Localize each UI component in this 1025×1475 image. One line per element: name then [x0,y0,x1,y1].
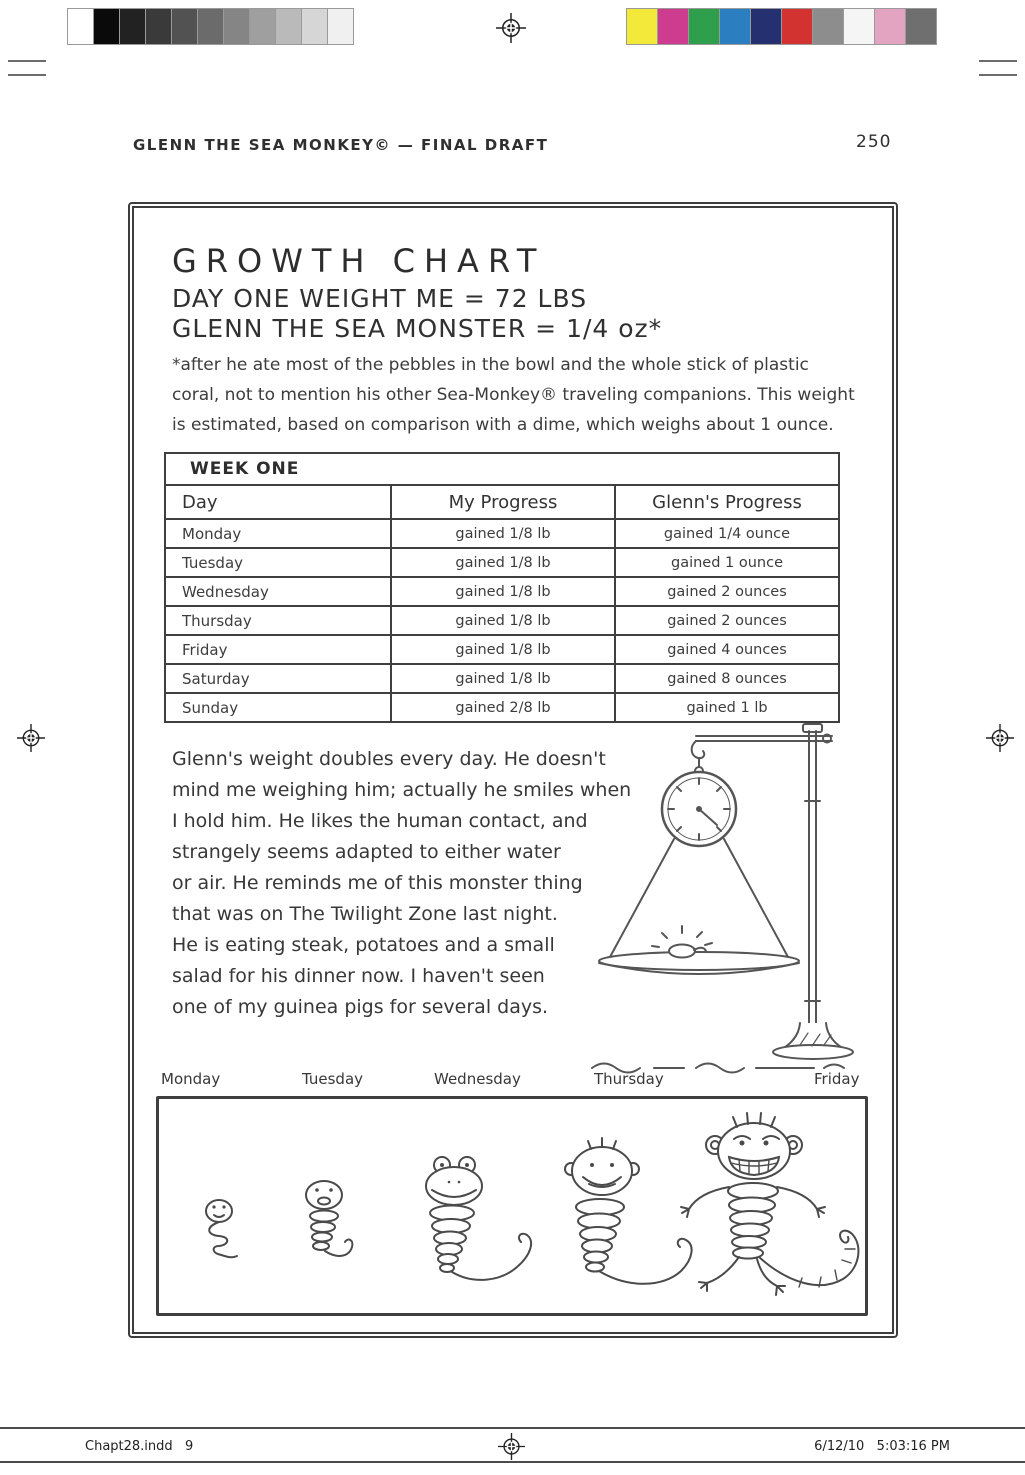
print-swatch [223,8,250,45]
journal-line: strangely seems adapted to either water [172,841,561,863]
print-swatch [327,8,354,45]
print-swatch [171,8,198,45]
cell-glenn-progress: gained 8 ounces [615,664,839,693]
chart-footnote [172,350,872,440]
cell-glenn-progress: gained 1/4 ounce [615,519,839,548]
footer-timestamp: 6/12/10 5:03:16 PM [814,1439,950,1454]
table-row [165,664,839,693]
day-label-wednesday: Wednesday [434,1070,521,1088]
page-number: 250 [856,132,892,152]
journal-line: mind me weighing him; actually he smiles when [172,779,632,801]
sea-monkey-day4 [565,1138,692,1284]
cell-my-progress: gained 1/8 lb [391,577,615,606]
print-swatch [905,8,937,45]
journal-line: or air. He reminds me of this monster thing [172,872,583,894]
cell-my-progress: gained 1/8 lb [391,664,615,693]
growth-chart-panel [128,202,898,1338]
print-swatch [688,8,720,45]
footnote-line: *after he ate most of the pebbles in the bowl and the whole stick of plastic [172,355,809,375]
journal-line: one of my guinea pigs for several days. [172,996,549,1018]
print-swatch [145,8,172,45]
grayscale-calibration-bar [68,8,354,45]
cell-day: Friday [165,635,391,664]
registration-mark-bottom [498,1433,525,1460]
cell-day: Sunday [165,693,391,722]
cell-glenn-progress: gained 2 ounces [615,606,839,635]
print-swatch [812,8,844,45]
print-swatch [67,8,94,45]
cell-glenn-progress: gained 1 ounce [615,548,839,577]
chart-subtitle-glenn: GLENN THE SEA MONSTER = 1/4 oz* [172,314,663,343]
table-row [165,548,839,577]
chart-subtitle-day-one: DAY ONE WEIGHT ME = 72 LBS [172,284,588,313]
table-row [165,606,839,635]
table-row [165,519,839,548]
cell-day: Monday [165,519,391,548]
print-swatch [93,8,120,45]
cell-day: Wednesday [165,577,391,606]
print-swatch [657,8,689,45]
trim-mark [979,74,1017,76]
footnote-line: coral, not to mention his other Sea-Monkey® traveling companions. This weight [172,385,855,405]
sea-monkey-day2 [306,1181,352,1256]
day-label-monday: Monday [161,1070,221,1088]
cell-glenn-progress: gained 1 lb [615,693,839,722]
registration-mark-left [17,724,45,752]
column-header-day: Day [165,485,391,519]
sea-monkey-growth-illustration [159,1099,865,1313]
trim-mark [8,60,46,62]
trim-mark [979,60,1017,62]
journal-line: I hold him. He likes the human contact, and [172,810,588,832]
footer-band [0,1427,1025,1463]
hanging-scale-illustration [584,711,904,1076]
sea-monkey-day5 [681,1113,858,1295]
cell-my-progress: gained 1/8 lb [391,519,615,548]
print-swatch [301,8,328,45]
cell-day: Thursday [165,606,391,635]
table-title: WEEK ONE [165,453,839,485]
day-label-friday: Friday [814,1070,860,1088]
table-row [165,577,839,606]
cell-day: Saturday [165,664,391,693]
journal-line: Glenn's weight doubles every day. He doesn't [172,748,606,770]
footer-file-name: Chapt28.indd 9 [85,1439,194,1454]
journal-line: salad for his dinner now. I haven't seen [172,965,545,987]
cell-my-progress: gained 1/8 lb [391,606,615,635]
cell-my-progress: gained 1/8 lb [391,548,615,577]
cell-my-progress: gained 1/8 lb [391,635,615,664]
print-swatch [626,8,658,45]
print-swatch [719,8,751,45]
registration-mark-top [496,13,526,43]
chart-title: GROWTH CHART [172,242,546,280]
print-swatch [275,8,302,45]
color-calibration-bar [627,8,937,45]
cell-my-progress: gained 2/8 lb [391,693,615,722]
print-swatch [119,8,146,45]
column-header-glenns-progress: Glenn's Progress [615,485,839,519]
trim-mark [8,74,46,76]
cell-glenn-progress: gained 4 ounces [615,635,839,664]
column-header-my-progress: My Progress [391,485,615,519]
sea-monkey-day1 [206,1200,237,1257]
print-swatch [750,8,782,45]
journal-line: that was on The Twilight Zone last night. [172,903,558,925]
cell-glenn-progress: gained 2 ounces [615,577,839,606]
print-swatch [781,8,813,45]
day-label-tuesday: Tuesday [302,1070,364,1088]
print-swatch [843,8,875,45]
week-one-table [164,452,840,723]
page-header-title: GLENN THE SEA MONKEY© — FINAL DRAFT [133,136,549,154]
sea-monkey-day3 [426,1157,531,1280]
registration-mark-right [986,724,1014,752]
footnote-line: is estimated, based on comparison with a dime, which weighs about 1 ounce. [172,415,834,435]
table-row [165,635,839,664]
print-swatch [874,8,906,45]
day-label-thursday: Thursday [594,1070,664,1088]
journal-line: He is eating steak, potatoes and a small [172,934,555,956]
print-swatch [197,8,224,45]
growth-strip-box [156,1096,868,1316]
print-swatch [249,8,276,45]
cell-day: Tuesday [165,548,391,577]
